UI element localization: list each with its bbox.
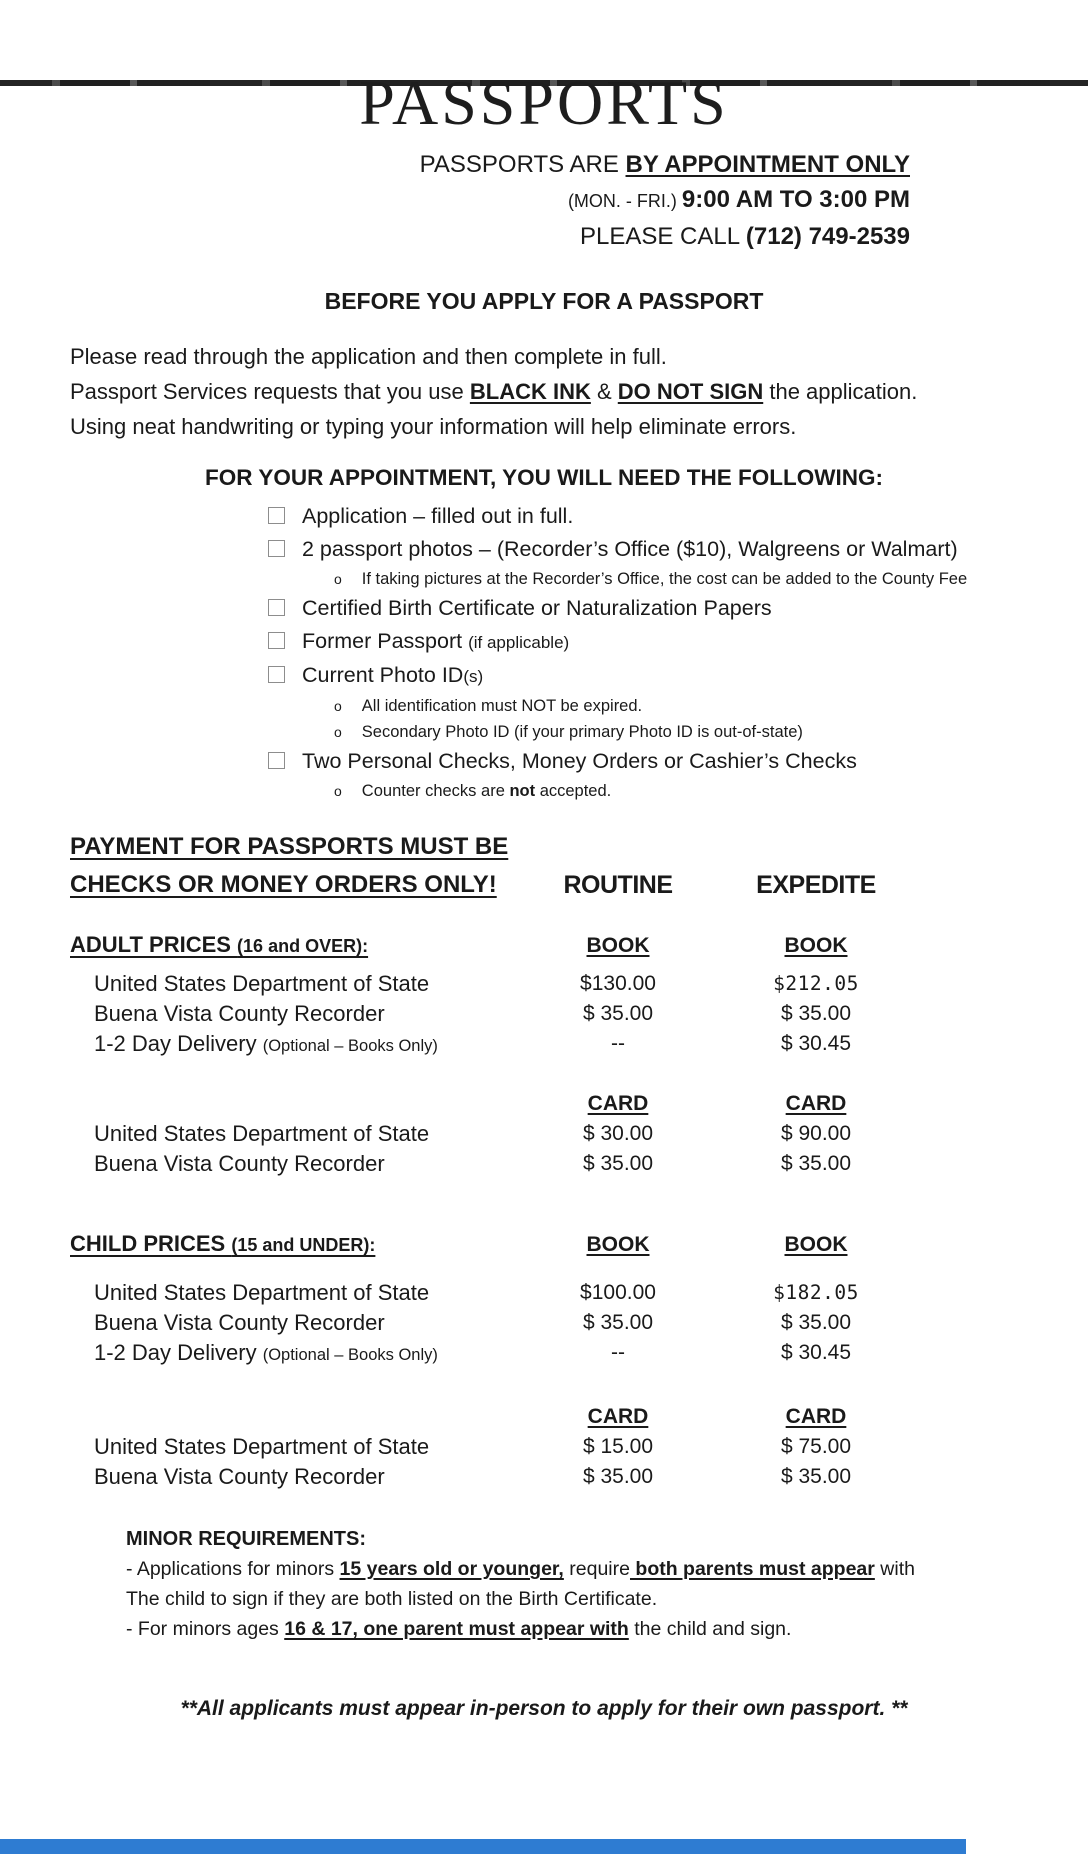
price-row: [70, 1119, 1018, 1149]
routine-price: $100.00: [580, 1281, 656, 1304]
document-page: [0, 67, 1088, 1724]
routine-price: $130.00: [580, 972, 656, 995]
page-title: PASSPORTS: [359, 67, 729, 138]
price-row-label: [70, 1338, 510, 1370]
price-row-label: United States Department of State: [94, 1280, 430, 1305]
expedite-price: $182.05: [773, 1281, 859, 1304]
child-prices-title: CHILD PRICES: [70, 1231, 232, 1256]
footer-note: **All applicants must appear in-person to apply for their own passport. **: [180, 1697, 908, 1720]
checkbox-icon: [268, 632, 285, 649]
minor-requirements-heading: MINOR REQUIREMENTS:: [126, 1528, 366, 1550]
appointment-needs-heading: FOR YOUR APPOINTMENT, YOU WILL NEED THE FOLLOWING:: [205, 465, 883, 490]
checklist-subitem-id-not-expired: [334, 693, 1018, 719]
phone-number: (712) 749-2539: [745, 223, 910, 250]
payment-line-1: PAYMENT FOR PASSPORTS MUST BE: [70, 833, 509, 860]
routine-price: $ 35.00: [582, 1465, 654, 1488]
price-row: [70, 1278, 1018, 1308]
circle-bullet-icon: o: [334, 783, 342, 799]
checkbox-icon: [268, 752, 285, 769]
bottom-accent-bar: [0, 1839, 966, 1854]
do-not-sign-emphasis: DO NOT SIGN: [617, 379, 764, 404]
header-right-block: [70, 148, 1018, 255]
checklist-subitem-label: [362, 778, 611, 804]
price-row: [70, 969, 1018, 999]
price-row: [70, 1338, 1018, 1370]
expedite-price: $ 35.00: [780, 1311, 852, 1334]
minor-line-1-post: with: [874, 1558, 915, 1580]
card-column-header: CARD: [587, 1405, 649, 1428]
intro-line-3: Using neat handwriting or typing your information will help eliminate errors.: [70, 414, 797, 439]
intro-line-2-amp: &: [590, 379, 618, 404]
call-prefix: PLEASE CALL: [580, 223, 746, 250]
book-column-header: BOOK: [784, 1233, 848, 1256]
checklist-subitem-label: All identification must NOT be expired.: [361, 697, 643, 715]
routine-price: $ 35.00: [582, 1002, 654, 1025]
book-column-header: BOOK: [784, 934, 848, 957]
routine-price: --: [611, 1341, 625, 1364]
book-column-header: BOOK: [586, 934, 650, 957]
price-row: [70, 1462, 1018, 1492]
price-row-label: United States Department of State: [94, 971, 430, 996]
book-column-header: BOOK: [586, 1233, 650, 1256]
intro-paragraph: [70, 339, 1018, 444]
price-row-label: Buena Vista County Recorder: [94, 1151, 385, 1176]
price-row: [70, 1432, 1018, 1462]
intro-line-1: Please read through the application and then complete in full.: [70, 344, 667, 369]
hours-line: [70, 182, 910, 219]
former-passport-text: Former Passport: [302, 629, 469, 653]
card-column-header: CARD: [785, 1092, 847, 1115]
adult-prices-heading: [70, 930, 510, 961]
minor-line-3: [126, 1614, 1018, 1644]
price-row-label: [70, 1029, 510, 1061]
circle-bullet-icon: o: [334, 724, 342, 740]
adult-card-header-row: [70, 1089, 1018, 1119]
price-row-label: Buena Vista County Recorder: [94, 1310, 385, 1335]
minor-line-1-pre: - Applications for minors: [126, 1558, 340, 1580]
child-prices-heading: [70, 1229, 510, 1260]
photo-id-text: Current Photo ID: [302, 663, 464, 687]
routine-price: $ 35.00: [582, 1152, 654, 1175]
routine-price: $ 30.00: [582, 1122, 654, 1145]
intro-line-2-end: the application.: [763, 379, 918, 404]
payment-line-2: CHECKS OR MONEY ORDERS ONLY!: [70, 871, 497, 898]
black-ink-emphasis: BLACK INK: [469, 379, 591, 404]
expedite-price: $ 30.45: [780, 1341, 852, 1364]
checklist-item-label: Application – filled out in full.: [302, 504, 574, 528]
expedite-price: $ 35.00: [780, 1002, 852, 1025]
adult-card-rows: [70, 1119, 1018, 1179]
appointment-checklist: [268, 500, 1018, 804]
checklist-item-former-passport: [268, 625, 1018, 659]
minor-requirements-section: [126, 1524, 1018, 1644]
expedite-price: $212.05: [773, 972, 859, 995]
child-book-rows: [70, 1278, 1018, 1370]
photo-id-plural-note: (s): [463, 667, 484, 686]
price-row: [70, 1029, 1018, 1061]
checklist-subitem-counter-checks: [334, 778, 1018, 804]
adult-prices-age-note: (16 and OVER):: [237, 936, 369, 956]
checklist-subitem-photos-cost: [334, 566, 1018, 592]
delivery-label: 1-2 Day Delivery: [94, 1340, 263, 1365]
checklist-item-checks: [268, 745, 1018, 778]
routine-price: --: [611, 1032, 625, 1055]
delivery-note: (Optional – Books Only): [262, 1346, 438, 1364]
intro-line-2-text: Passport Services requests that you use: [70, 379, 470, 404]
expedite-price: $ 35.00: [780, 1152, 852, 1175]
price-row-label: United States Department of State: [94, 1434, 430, 1459]
delivery-note: (Optional – Books Only): [262, 1037, 438, 1055]
both-parents-emphasis: both parents must appear: [629, 1558, 875, 1580]
expedite-price: $ 90.00: [780, 1122, 852, 1145]
checkbox-icon: [268, 540, 285, 557]
checklist-item-label: Certified Birth Certificate or Naturalization Papers: [302, 596, 772, 620]
checklist-item-label: 2 passport photos – (Recorder’s Office ($10), Walgreens or Walmart): [302, 537, 958, 561]
circle-bullet-icon: o: [334, 698, 342, 714]
counter-checks-pre: Counter checks are: [361, 782, 510, 800]
card-column-header: CARD: [785, 1405, 847, 1428]
checklist-subitem-secondary-id: [334, 719, 1018, 745]
payment-header-row: [70, 828, 1018, 904]
checklist-item-birth-certificate: [268, 592, 1018, 625]
expedite-price: $ 30.45: [780, 1032, 852, 1055]
routine-column-header: ROUTINE: [563, 871, 673, 899]
checklist-item-photo-id: [268, 659, 1018, 693]
routine-price: $ 35.00: [582, 1311, 654, 1334]
appointment-bold: BY APPOINTMENT ONLY: [625, 151, 910, 178]
checklist-item-photos: [268, 533, 1018, 566]
minor-line-2: The child to sign if they are both listed on the Birth Certificate.: [126, 1588, 658, 1610]
checklist-subitem-label: Secondary Photo ID (if your primary Photo ID is out-of-state): [361, 723, 803, 741]
expedite-price: $ 35.00: [780, 1465, 852, 1488]
child-prices-header-row: [70, 1229, 1018, 1260]
checklist-item-label: [302, 625, 569, 659]
phone-line: [70, 219, 910, 255]
minor-age-emphasis: 15 years old or younger,: [339, 1558, 564, 1580]
counter-checks-not: not: [509, 782, 536, 800]
child-prices-age-note: (15 and UNDER):: [231, 1235, 376, 1255]
checklist-item-application: [268, 500, 1018, 533]
checklist-item-label: [302, 659, 483, 693]
child-card-rows: [70, 1432, 1018, 1492]
checkbox-icon: [268, 507, 285, 524]
appointment-prefix: PASSPORTS ARE: [419, 151, 626, 178]
intro-line-2: [70, 374, 1018, 409]
minor-line-1-mid: require: [563, 1558, 630, 1580]
adult-prices-title: ADULT PRICES: [70, 932, 238, 957]
adult-prices-header-row: [70, 930, 1018, 961]
circle-bullet-icon: o: [334, 571, 342, 587]
price-row-label: United States Department of State: [94, 1121, 430, 1146]
minor-line-3-post: the child and sign.: [628, 1618, 792, 1640]
one-parent-emphasis: 16 & 17, one parent must appear with: [284, 1618, 629, 1640]
checkbox-icon: [268, 599, 285, 616]
hours-days: (MON. - FRI.): [567, 191, 682, 211]
hours-time: 9:00 AM TO 3:00 PM: [681, 186, 910, 213]
checklist-subitem-label: If taking pictures at the Recorder’s Office, the cost can be added to the County Fee: [361, 570, 968, 588]
checklist-item-label: Two Personal Checks, Money Orders or Cashier’s Checks: [302, 749, 857, 773]
payment-requirement-heading: [70, 828, 510, 904]
card-column-header: CARD: [587, 1092, 649, 1115]
routine-price: $ 15.00: [582, 1435, 654, 1458]
expedite-column-header: EXPEDITE: [756, 871, 876, 899]
price-row-label: Buena Vista County Recorder: [94, 1001, 385, 1026]
minor-line-1: [126, 1554, 1018, 1584]
expedite-price: $ 75.00: [780, 1435, 852, 1458]
checkbox-icon: [268, 666, 285, 683]
price-row: [70, 1149, 1018, 1179]
appointment-only-line: [70, 148, 910, 182]
if-applicable-note: (if applicable): [468, 633, 570, 652]
price-row: [70, 1308, 1018, 1338]
delivery-label: 1-2 Day Delivery: [94, 1031, 263, 1056]
adult-book-rows: [70, 969, 1018, 1061]
minor-line-3-pre: - For minors ages: [126, 1618, 285, 1640]
before-apply-heading: BEFORE YOU APPLY FOR A PASSPORT: [324, 288, 764, 314]
price-row: [70, 999, 1018, 1029]
price-row-label: Buena Vista County Recorder: [94, 1464, 385, 1489]
counter-checks-post: accepted.: [535, 782, 612, 800]
child-card-header-row: [70, 1402, 1018, 1432]
